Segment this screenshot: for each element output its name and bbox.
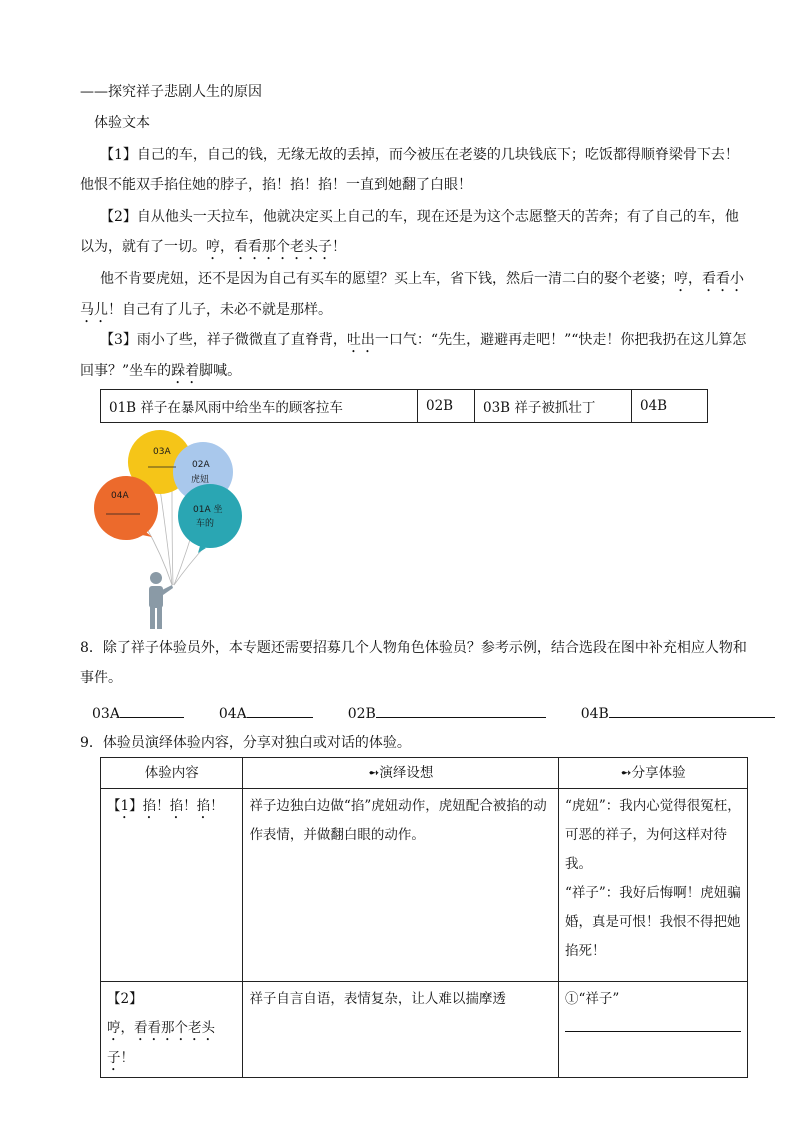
q8-blank-03a[interactable] xyxy=(120,703,184,718)
passage-2b-text-c: 自己有了儿子，未必不就是那样。 xyxy=(122,302,332,318)
flow-cell-03b: 03B 祥子被抓壮丁 xyxy=(475,390,632,423)
exp-row2-share-num: ① xyxy=(565,991,579,1007)
flow-cell-02b: 02B xyxy=(418,390,475,423)
experience-table xyxy=(100,757,748,1078)
exp-header-content: 体验内容 xyxy=(101,758,243,789)
exp-row2-quote: 哼，看看那个老头子！ xyxy=(107,1020,215,1066)
exp-row2-share xyxy=(559,982,748,1078)
q8-blank-02b-label: 02B xyxy=(347,706,376,722)
passage-2b-emphasis: 哼，看看小马儿！ xyxy=(80,271,744,318)
exp-row2-share-xiangzi: “祥子” xyxy=(578,991,620,1007)
q8-blank-04a[interactable] xyxy=(247,703,313,718)
balloon-04a xyxy=(94,476,158,540)
exp-row1-share-xiangzi: “祥子”：我好后悔啊！虎妞骗婚，真是可恨！我恨不得把她掐死！ xyxy=(565,885,741,959)
balloon-01a-sub: 车的 xyxy=(196,519,215,529)
exp-row1-share xyxy=(559,789,748,982)
passage-2b xyxy=(80,264,750,326)
q8-blanks xyxy=(92,703,762,724)
passage-3-text-c: 一口气：“先生，避避再走吧！”“快走！你把我扔在这儿算怎回事？”坐车的 xyxy=(80,332,747,379)
balloon-03a-label: 03A xyxy=(153,447,171,457)
passage-3-emphasis-2: 跺着 xyxy=(171,363,200,379)
passage-1-text: 自己的车，自己的钱，无缘无故的丢掉，而今被压在老婆的几块钱底下；吃饭都得顺脊梁骨下去！他恨不能双手掐住她的脖子，掐！掐！掐！一直到她翻了白眼！ xyxy=(80,147,739,193)
passage-3-emphasis-1: 吐出 xyxy=(346,332,375,348)
exp-row2-share-blank[interactable] xyxy=(565,1017,741,1032)
q8-blank-02b[interactable] xyxy=(376,703,546,718)
passage-2-tag: 【2】 xyxy=(100,209,137,225)
q8-blank-04a-label: 04A xyxy=(218,706,247,722)
flow-cell-04b: 04B xyxy=(632,390,708,423)
passage-3-text-e: 脚喊。 xyxy=(199,363,242,379)
event-flow-table xyxy=(100,389,708,423)
passage-3 xyxy=(80,325,750,387)
passage-1 xyxy=(80,140,750,200)
passage-1-tag: 【1】 xyxy=(100,147,137,163)
q8-blank-04b[interactable] xyxy=(609,703,775,718)
exp-row2-tag: 【2】 xyxy=(107,991,143,1007)
exp-header-idea: ➻演绎设想 xyxy=(243,758,559,789)
exp-row2-content xyxy=(101,982,243,1078)
exp-header-share: ➻分享体验 xyxy=(559,758,748,789)
passage-2 xyxy=(80,202,750,263)
subtitle: ——探究祥子悲剧人生的原因 xyxy=(80,84,262,100)
exp-row1-share-huniu: “虎妞”：我内心觉得很冤枉，可恶的祥子，为何这样对待我。 xyxy=(565,798,741,872)
section-label: 体验文本 xyxy=(94,115,150,131)
balloon-02a-label: 02A xyxy=(192,460,210,470)
passage-3-text-a: 雨小了些，祥子微微直了直脊背， xyxy=(136,332,347,348)
exp-row2-idea: 祥子自言自语，表情复杂，让人难以揣摩透 xyxy=(243,982,559,1078)
q8-blank-04b-label: 04B xyxy=(580,706,609,722)
passage-2-text: 自从他头一天拉车，他就决定买上自己的车，现在还是为这个志愿整天的苦奔；有了自己的车，他以为，就有了一切。 xyxy=(80,209,739,255)
question-8: 8．除了祥子体验员外，本专题还需要招募几个人物角色体验员？参考示例，结合选段在图中补充相应人物和事件。 xyxy=(80,640,747,686)
flow-cell-01b: 01B 祥子在暴风雨中给坐车的顾客拉车 xyxy=(101,390,418,423)
passage-2b-text-a: 他不肯要虎妞，还不是因为自己有买车的愿望？买上车，省下钱，然后一清二白的娶个老婆； xyxy=(100,271,674,287)
passage-2-emphasis: 哼，看看那个老头子！ xyxy=(206,239,346,255)
balloon-02a-sub: 虎妞 xyxy=(191,475,210,485)
balloon-01a-label: 01A 坐 xyxy=(193,505,223,515)
exp-row1-idea: 祥子边独白边做“掐”虎妞动作，虎妞配合被掐的动作表情，并做翻白眼的动作。 xyxy=(243,789,559,982)
question-9: 9．体验员演绎体验内容，分享对独白或对话的体验。 xyxy=(80,735,411,751)
q8-blank-03a-label: 03A xyxy=(92,706,120,722)
person-figure xyxy=(149,572,173,629)
passage-3-tag: 【3】 xyxy=(100,332,137,348)
balloon-illustration xyxy=(90,425,260,630)
balloon-04a-label: 04A xyxy=(111,491,129,501)
exp-row1-content: 【1】掐！掐！掐！ xyxy=(101,789,243,982)
